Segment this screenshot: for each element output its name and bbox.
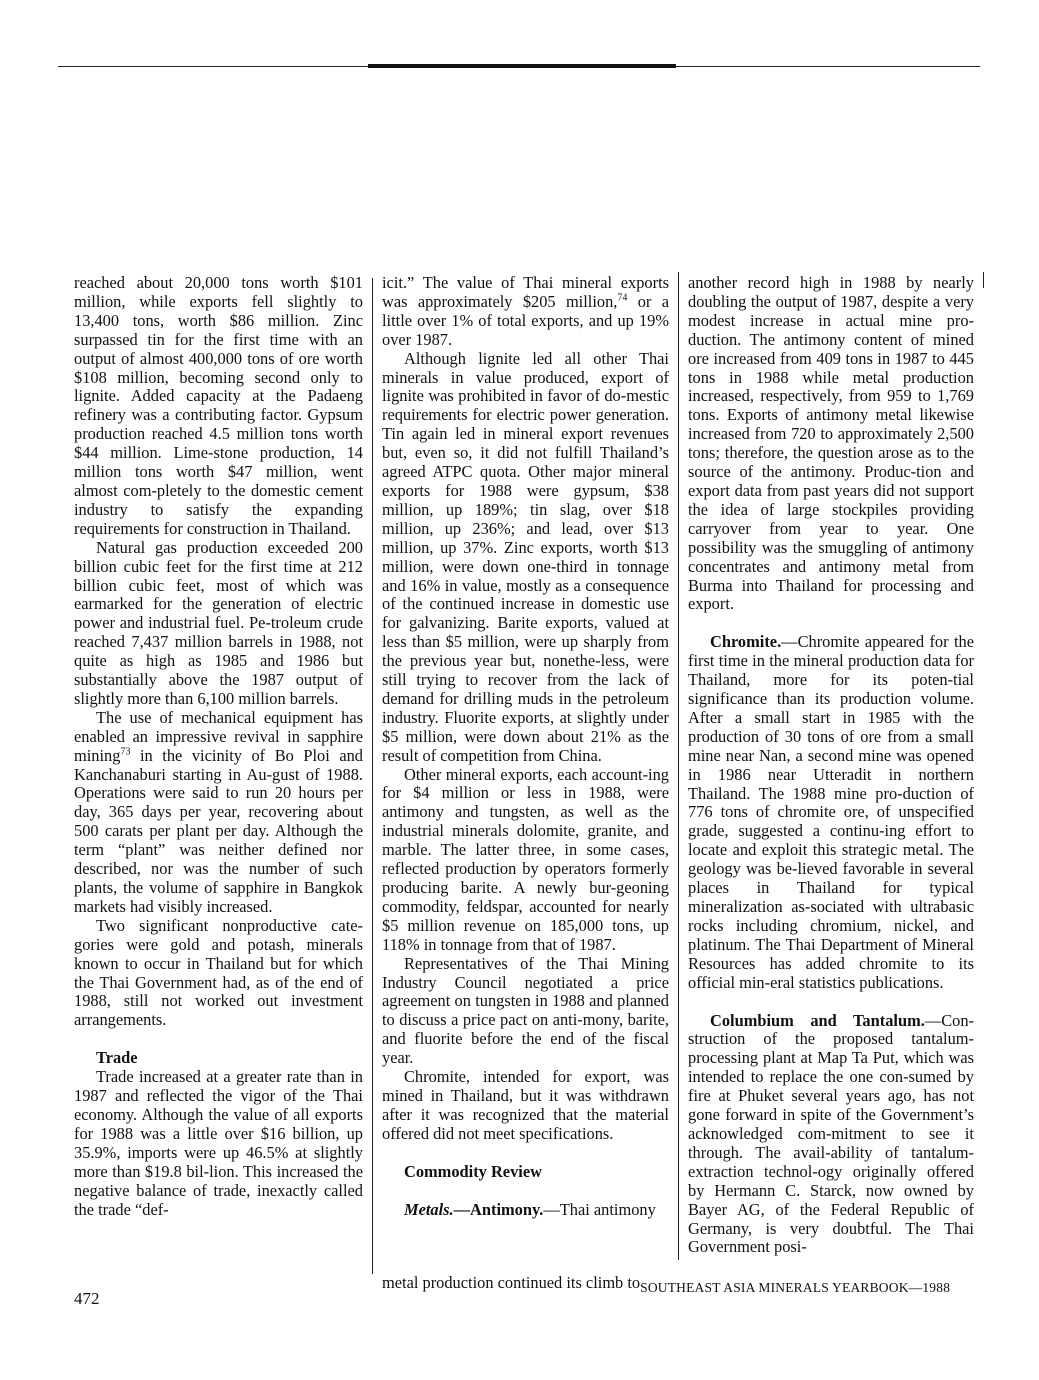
paragraph: Two significant nonproductive cate-gories were gold and potash, minerals known to occur in Thailand but for which the Thai Government had, as of the end of 1988, still not worked out investment arrangements. <box>74 915 363 1030</box>
paragraph: another record high in 1988 by nearly doubling the output of 1987, despite a very modest increase in actual mine pro-duction. The antimony content of mined ore increased from 409 tons in 1987 to 445 tons in 1988 while metal production increased, respectively, from 959 to 1,769 tons. Exports of antimony metal likewise increased from 720 to approximately 2,500 tons; therefore, the question arose as to the source of the antimony. Produc-tion and export data from past years did not support the idea of large stockpiles providing carryover from year to year. One possibility was the smuggling of antimony concentrates and antimony metal from Burma into Thailand for processing and export. <box>688 273 974 614</box>
section-heading-commodity-review: Commodity Review <box>404 1161 542 1181</box>
running-footer: metal production continued its climb $to_{SOUTHEAST ASIA MINERALS YEARBOOK—1988}$ <box>382 1273 951 1295</box>
page-number: 472 <box>74 1289 100 1308</box>
column-divider <box>372 278 373 1274</box>
paragraph: Trade increased at a greater rate than in 1987 and reflected the vigor of the Thai economy. Although the value of all exports for 1988 was a little over $16 billion, up 35.9%, imports were up 46.5% at slightly more than $19.8 bil-lion. This increased the negative balance of trade, inexactly called the trade “def- <box>74 1067 363 1219</box>
column-divider <box>678 272 679 1260</box>
paragraph: Representatives of the Thai Mining Industry Council negotiated a price agreement on tungsten in 1988 and planned to discuss a price pact on anti-mony, barite, and fluorite before the end of the fiscal year. <box>382 953 669 1068</box>
column-divider <box>983 272 984 288</box>
chromite-label: Chromite. <box>710 632 782 652</box>
paragraph: Chromite, intended for export, was mined in Thailand, but it was withdrawn after it was recognized that the material offered did not meet specifications. <box>382 1067 669 1143</box>
paragraph: Columbium and Tantalum.—Con-struction of the proposed tantalum-processing plant at Map Ta Put, which was intended to replace the one con-sumed by fire at Phuket several years ago, has not gone forward in spite of the Government’s acknowledged com-mitment to see it through. The avail-ability of tantalum-extraction technol-ogy originally offered by Hermann C. Starck, now owned by Bayer AG, of the Federal Republic of Germany, is very doubtful. The Thai Government posi- <box>688 1010 974 1257</box>
paragraph: icit.” The value of Thai mineral exports was approximately $205 million,$^{74}$ or a little over 1% of total exports, and up 19% over 1987. <box>382 273 669 349</box>
paragraph: The use of mechanical equipment has enabled an impressive revival in sapphire mining$^{73}$ in the vicinity of Bo Ploi and Kanchanaburi starting in Au-gust of 1988. Operations were said to run 20 hours per day, 365 days per year, recovering about 500 carats per plant per day. Although the term “plant” was neither defined nor described, nor was the number of such plants, the volume of sapphire in Bangkok markets had visibly increased. <box>74 707 363 916</box>
footnote-ref: 73 <box>120 746 131 758</box>
running-head: SOUTHEAST ASIA MINERALS YEARBOOK—1988 <box>640 1280 951 1295</box>
section-heading-trade: Trade <box>96 1048 138 1068</box>
top-rule-accent <box>368 64 676 68</box>
column-2 <box>382 274 669 1220</box>
columbium-tantalum-label: Columbium and Tantalum. <box>710 1010 925 1030</box>
footnote-ref: 74 <box>617 292 628 304</box>
column-1 <box>74 274 363 1219</box>
column-3 <box>688 274 974 1257</box>
metals-label: Metals. <box>404 1199 454 1219</box>
paragraph: Although lignite led all other Thai minerals in value produced, export of lignite was prohibited in favor of do-mestic requirements for electric power generation. Tin again led in mineral export revenues but, even so, it did not fulfill Thailand’s agreed ATPC quota. Other major mineral exports for 1988 were gypsum, $38 million, up 189%; tin slag, over $18 million, up 236%; and lead, over $13 million, up 37%. Zinc exports, worth $13 million, were down one-third in tonnage and 16% in value, mostly as a consequence of the continued increase in domestic use for galvanizing. Barite exports, valued at less than $5 million, were up sharply from the previous year but, nonethe-less, were still trying to recover from the lack of demand for drilling muds in the petroleum industry. Fluorite exports, at slightly under $5 million, were down about 21% as the result of competition from China. <box>382 348 669 765</box>
paragraph: Chromite.—Chromite appeared for the first time in the mineral production data for Thailand, more for its poten-tial significance than its production volume. After a small start in 1985 with the production of 30 tons of ore from a small mine near Nan, a second mine was opened in 1986 near Utteradit in northern Thailand. The 1988 mine pro-duction of 776 tons of chromite ore, of unspecified grade, suggested a continu-ing effort to locate and exploit this strategic metal. The geology was be-lieved favorable in several places in Thailand for typical mineralization as-sociated with ultrabasic rocks including chromium, nickel, and platinum. The Thai Department of Mineral Resources has added chromite to its official min-eral statistics publications. <box>688 632 974 992</box>
paragraph: Natural gas production exceeded 200 billion cubic feet for the first time at 212 billion cubic feet, most of which was earmarked for the generation of electric power and industrial fuel. Pe-troleum crude reached 7,437 million barrels in 1988, not quite as high as 1985 and 1986 but substantially above the 1987 output of slightly more than 6,100 million barrels. <box>74 537 363 708</box>
paragraph: reached about 20,000 tons worth $101 million, while exports fell slightly to 13,400 tons, worth $86 million. Zinc surpassed tin for the first time with an output of almost 400,000 tons of ore worth $108 million, becoming second only to lignite. Added capacity at the Padaeng refinery was a contributing factor. Gypsum production reached 4.5 million tons worth $44 million. Lime-stone production, 14 million tons worth $47 million, went almost com-pletely to the domestic cement industry to satisfy the expanding requirements for construction in Thailand. <box>74 273 363 538</box>
paragraph: Other mineral exports, each account-ing for $4 million or less in 1988, were antimony and tungsten, as well as the industrial minerals dolomite, granite, and marble. The latter three, in some cases, reflected production by operators formerly producing barite. A newly bur-geoning commodity, feldspar, accounted for nearly $5 million revenue on 185,000 tons, up 118% in tonnage from that of 1987. <box>382 764 669 954</box>
paragraph: Metals.—Antimony.—Thai antimony <box>404 1199 656 1219</box>
antimony-label: —Antimony. <box>453 1199 544 1219</box>
